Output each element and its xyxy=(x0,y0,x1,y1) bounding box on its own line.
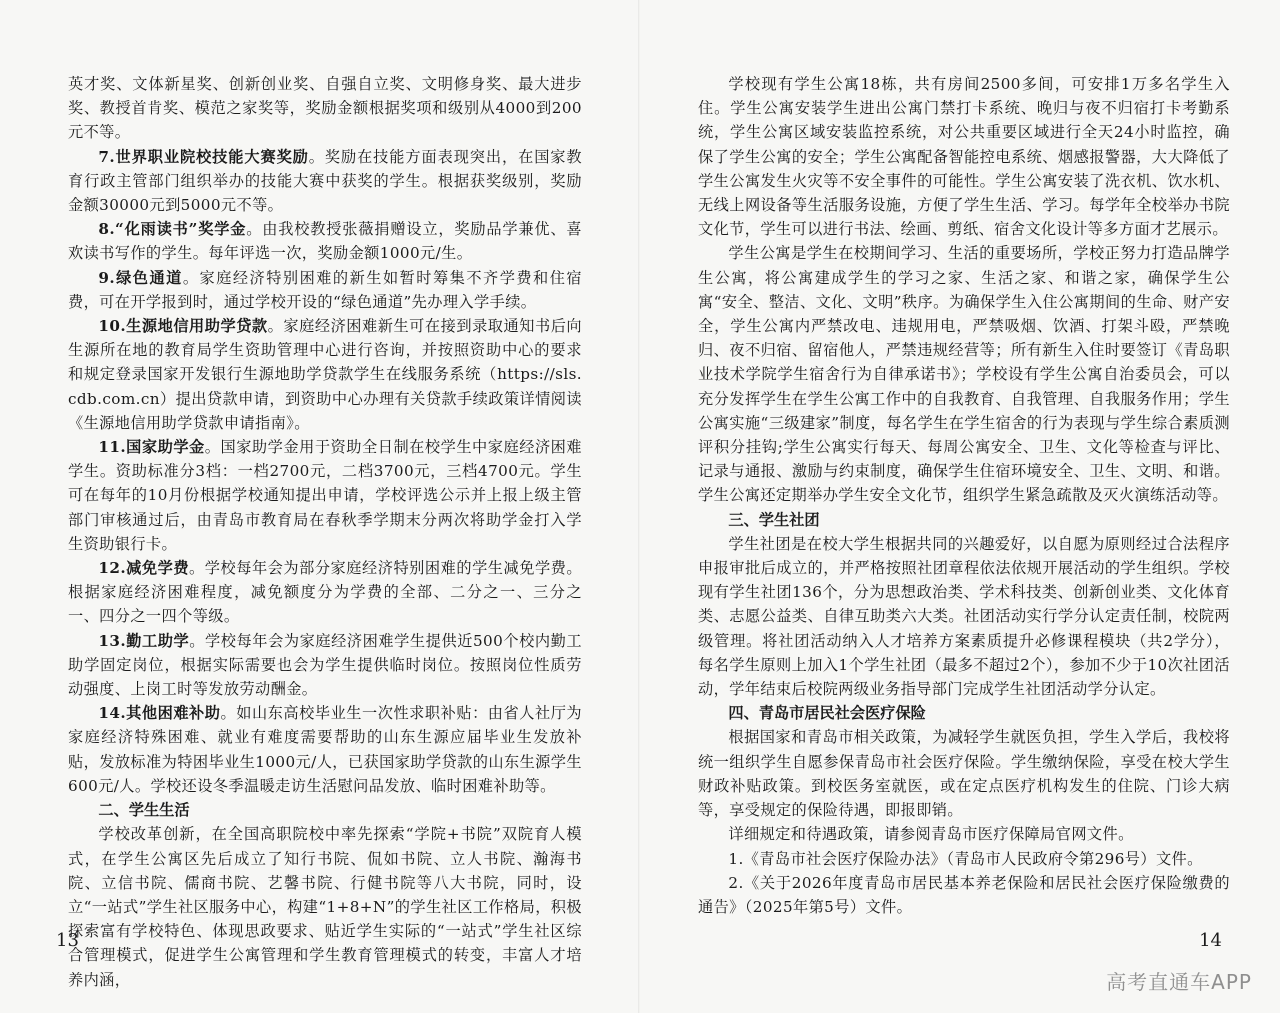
page-number-left: 13 xyxy=(56,930,79,951)
paragraph-insurance-details: 详细规定和待遇政策，请参阅青岛市医疗保障局官网文件。 xyxy=(728,825,1134,844)
paragraph-continuation: 英才奖、文体新星奖、创新创业奖、自强自立奖、文明修身奖、最大进步奖、教授首肯奖、模范之家奖等，奖励金额根据奖项和级别从4000到200元不等。 xyxy=(68,75,582,142)
right-page xyxy=(640,0,1280,1013)
paragraph-insurance: 根据国家和青岛市相关政策，为减轻学生就医负担，学生入学后，我校将统一组织学生自愿参保青岛市社会医疗保险。学生缴纳保险，享受在校大学生财政补贴政策。到校医务室就医，或在定点医疗机构发生的住院、门诊大病等，享受规定的保险待遇，即报即销。 xyxy=(698,728,1230,820)
paragraph-student-loan: 10.生源地信用助学贷款。家庭经济困难新生可在接到录取通知书后向生源所在地的教育局学生资助管理中心进行咨询，并按照资助中心的要求和规定登录国家开发银行生源地助学贷款学生在线服务系统（https://sls.cdb.com.cn）提出贷款申请，到资助中心办理有关贷款手续政策详情阅读《生源地信用助学贷款申请指南》。 xyxy=(68,317,583,432)
paragraph-national-grant: 11.国家助学金。国家助学金用于资助全日制在校学生中家庭经济困难学生。资助标准分3档：一档2700元，二档3700元，三档4700元。学生可在每年的10月份根据学校通知提出申请，学校评选公示并上报上级主管部门审核通过后，由青岛市教育局在春秋季学期末分两次将助学金打入学生资助银行卡。 xyxy=(68,438,582,553)
page-number-right: 14 xyxy=(1199,930,1222,951)
paragraph-huayu-scholarship: 8.“化雨读书”奖学金。由我校教授张薇捐赠设立，奖励品学兼优、喜欢读书写作的学生。每年评选一次，奖励金额1000元/生。 xyxy=(68,220,582,263)
paragraph-dormitory: 学校现有学生公寓18栋，共有房间2500多间，可安排1万多名学生入住。学生公寓安装学生进出公寓门禁打卡系统、晚归与夜不归宿打卡考勤系统，学生公寓区域安装监控系统，对公共重要区域进行全天24小时监控，确保了学生公寓的安全；学生公寓配备智能控电系统、烟感报警器，大大降低了学生公寓发生火灾等不安全事件的可能性。学生公寓安装了洗衣机、饮水机、无线上网设备等生活服务设施，方便了学生生活、学习。每学年全校举办书院文化节，学生可以进行书法、绘画、剪纸、宿舍文化设计等多方面才艺展示。 xyxy=(698,75,1230,239)
paragraph-clubs: 学生社团是在校大学生根据共同的兴趣爱好，以自愿为原则经过合法程序申报审批后成立的，并严格按照社团章程依法依规开展活动的学生组织。学校现有学生社团136个，分为思想政治类、学术科技类、创新创业类、文化体育类、志愿公益类、自律互助类六大类。社团活动实行学分认定责任制，校院两级管理。将社团活动纳入人才培养方案素质提升必修课程模块（共2学分），每名学生原则上加入1个学生社团（最多不超过2个），参加不少于10次社团活动，学年结束后校院两级业务指导部门完成学生社团活动学分认定。 xyxy=(698,534,1230,699)
paragraph-tuition-waiver: 12.减免学费。学校每年会为部分家庭经济特别困难的学生减免学费。根据家庭经济困难程度，减免额度分为学费的全部、二分之一、三分之一、四分之一四个等级。 xyxy=(68,559,582,626)
paragraph-doc-1: 1.《青岛市社会医疗保险办法》（青岛市人民政府令第296号）文件。 xyxy=(728,849,1203,868)
paragraph-green-channel: 9.绿色通道。家庭经济特别困难的新生如暂时筹集不齐学费和住宿费，可在开学报到时，通过学校开设的“绿色通道”先办理入学手续。 xyxy=(68,268,582,311)
watermark-text: 高考直通车APP xyxy=(1106,970,1252,994)
paragraph-dorm-management: 学生公寓是学生在校期间学习、生活的重要场所，学校正努力打造品牌学生公寓，将公寓建成学生的学习之家、生活之家、和谐之家，确保学生公寓“安全、整洁、文化、文明”秩序。为确保学生入住公寓期间的生命、财产安全，学生公寓内严禁改电、违规用电，严禁吸烟、饮酒、打架斗殴，严禁晚归、夜不归宿、留宿他人，严禁违规经营等；所有新生入住时要签订《青岛职业技术学院学生宿舍行为自律承诺书》；学校设有学生公寓自治委员会，可以充分发挥学生在学生公寓工作中的自我教育、自我管理、自我服务作用；学生公寓实施“三级建家”制度，每名学生在学生宿舍的行为表现与学生综合素质测评积分挂钩;学生公寓实行每天、每周公寓安全、卫生、文化等检查与评比、记录与通报、激励与约束制度，确保学生住宿环境安全、卫生、文明、和谐。学生公寓还定期举办学生安全文化节，组织学生紧急疏散及灭火演练活动等。 xyxy=(698,244,1230,505)
paragraph-student-life: 学校改革创新，在全国高职院校中率先探索“学院+书院”双院育人模式，在学生公寓区先后成立了知行书院、侃如书院、立人书院、瀚海书院、立信书院、儒商书院、艺馨书院、行健书院等八大书院，同时，设立“一站式”学生社区服务中心，构建“1+8+N”的学生社区工作格局，积极探索富有学校特色、体现思政要求、贴近学生实际的“一站式”学生社区综合管理模式，促进学生公寓管理和学生教育管理模式的转变，丰富人才培养内涵， xyxy=(68,825,582,989)
section-heading-student-life: 二、学生生活 xyxy=(98,801,190,820)
section-heading-medical-insurance: 四、青岛市居民社会医疗保险 xyxy=(728,704,926,723)
paragraph-doc-2: 2.《关于2026年度青岛市居民基本养老保险和居民社会医疗保险缴费的通告》（2025年第5号）文件。 xyxy=(698,873,1230,916)
paragraph-world-skills-award: 7.世界职业院校技能大赛奖励。奖励在技能方面表现突出，在国家教育行政主管部门组织举办的技能大赛中获奖的学生。根据获奖级别，奖励金额30000元到5000元不等。 xyxy=(68,147,582,215)
paragraph-work-study: 13.勤工助学。学校每年会为家庭经济困难学生提供近500个校内勤工助学固定岗位，根据实际需要也会为学生提供临时岗位。按照岗位性质劳动强度、上岗工时等发放劳动酬金。 xyxy=(68,631,582,699)
paragraph-other-aid: 14.其他困难补助。如山东高校毕业生一次性求职补贴：由省人社厅为家庭经济特殊困难、就业有难度需要帮助的山东生源应届毕业生发放补贴，发放标准为特困毕业生1000元/人，已获国家助学贷款的山东生源学生600元/人。学校还设冬季温暖走访生活慰问品发放、临时困难补助等。 xyxy=(68,704,582,795)
section-heading-clubs: 三、学生社团 xyxy=(728,510,820,529)
